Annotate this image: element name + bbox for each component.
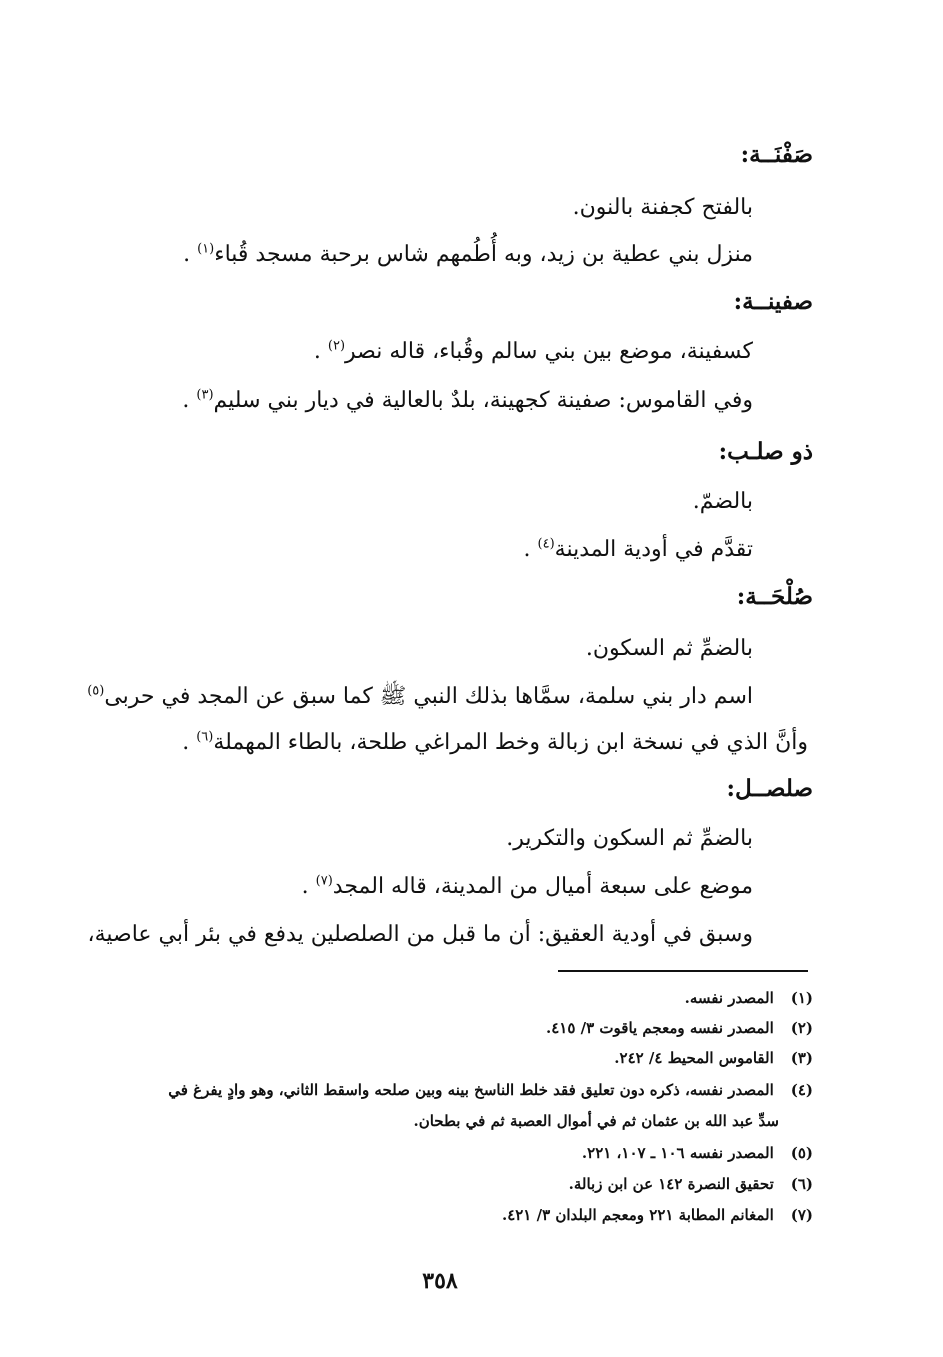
footnote-4: (٤) المصدر نفسه، ذكره دون تعليق فقد خلط الناسخ بينه وبين صلحه واسقط الثاني، وهو وادٍ يفرغ في xyxy=(168,1081,813,1099)
footnote-4-continuation: سدِّ عبد الله بن عثمان ثم في أموال العصبة ثم في بطحان. xyxy=(413,1112,779,1130)
entry-line: بالضمّ. xyxy=(692,489,753,514)
footnote-7: (٧) المغانم المطابة ٢٢١ ومعجم البلدان ٣/ ٤٢١. xyxy=(501,1206,813,1224)
footnote-6: (٦) تحقيق النصرة ١٤٢ عن ابن زبالة. xyxy=(568,1175,813,1193)
entry-line: كسفينة، موضع بين بني سالم وقُباء، قاله نصر$^{(٢)}$ . xyxy=(313,338,753,364)
footnote-ref-3[interactable]: (٣) xyxy=(196,387,214,403)
footnote-separator xyxy=(558,970,808,972)
footnote-5: (٥) المصدر نفسه ١٠٦ ـ ١٠٧، ٢٢١. xyxy=(581,1144,813,1162)
entry-line: موضع على سبعة أميال من المدينة، قاله المجد$^{(٧)}$ . xyxy=(301,873,753,899)
entry-line: بالضمِّ ثم السكون والتكرير. xyxy=(506,826,753,851)
footnote-1: (١) المصدر نفسه. xyxy=(684,989,813,1007)
entry-line: بالضمِّ ثم السكون. xyxy=(585,636,753,661)
entry-heading-safna: صَفْنَــة: xyxy=(740,141,813,168)
footnote-ref-4[interactable]: (٤) xyxy=(537,536,555,552)
footnote-3: (٣) القاموس المحيط ٤/ ٢٤٢. xyxy=(614,1049,813,1067)
footnote-ref-7[interactable]: (٧) xyxy=(315,873,333,889)
entry-line: وسبق في أودية العقيق: أن ما قبل من الصلصلين يدفع في بئر أبي عاصية، xyxy=(87,922,753,947)
entry-heading-sulsul: صلصــل: xyxy=(726,775,813,802)
footnote-2: (٢) المصدر نفسه ومعجم ياقوت ٣/ ٤١٥. xyxy=(546,1019,813,1037)
footnote-ref-2[interactable]: (٢) xyxy=(327,338,346,354)
entry-line: وفي القاموس: صفينة كجهينة، بلدٌ بالعالية في ديار بني سليم$^{(٣)}$ . xyxy=(182,387,753,413)
entry-line: اسم دار بني سلمة، سمَّاها بذلك النبي ﷺ كما سبق عن المجد في حربى$^{(٥)}$ xyxy=(87,683,753,709)
entry-line: بالفتح كجفنة بالنون. xyxy=(572,195,753,220)
footnote-ref-6[interactable]: (٦) xyxy=(196,729,214,745)
footnote-ref-1[interactable]: (١) xyxy=(197,241,215,257)
footnote-ref-5[interactable]: (٥) xyxy=(87,683,105,699)
entry-line: منزل بني عطية بن زيد، وبه أُطُمهم شاس برحبة مسجد قُباء$^{(١)}$ . xyxy=(183,241,753,267)
entry-line: تقدَّم في أودية المدينة$^{(٤)}$ . xyxy=(523,536,753,562)
page-number: ٣٥٨ xyxy=(422,1268,458,1294)
entry-heading-safina: صفينــة: xyxy=(733,288,813,315)
entry-heading-dhu-sulb: ذو صلـب: xyxy=(718,438,813,465)
entry-line: وأنَّ الذي في نسخة ابن زبالة وخط المراغي طلحة، بالطاء المهملة$^{(٦)}$ . xyxy=(182,729,808,755)
entry-heading-sulha: صُلْحَــة: xyxy=(736,583,813,610)
